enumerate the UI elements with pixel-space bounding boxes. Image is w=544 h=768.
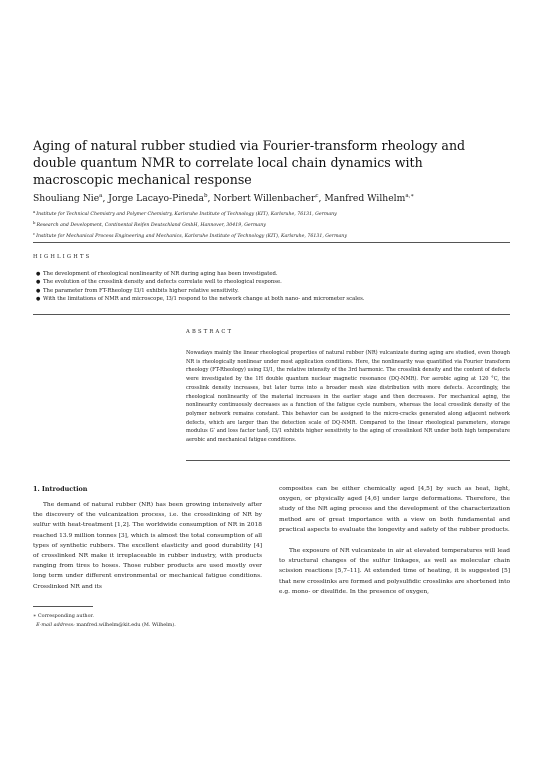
- affiliation: [33, 208, 513, 219]
- bullet-icon: ●: [36, 296, 41, 303]
- author-sup: a: [99, 193, 103, 199]
- footnote-email: [33, 621, 263, 630]
- author-sup: b: [204, 193, 208, 199]
- highlights-list: [36, 270, 506, 304]
- highlight-item: ● With the limitations of NMR and microscope, I3/1 respond to the network change at both nano- and micrometer scales.: [36, 296, 365, 303]
- footnote-divider: [33, 606, 93, 607]
- paper-title: Aging of natural rubber studied via Fourier-transform rheology and double quantum NMR to correlate local chain dynamics with macroscopic mechanical response: [33, 138, 466, 187]
- bullet-icon: ●: [36, 287, 41, 294]
- affiliation-text: Institute for Technical Chemistry and Polymer Chemistry, Karlsruhe Institute of Technology (KIT), Karlsruhe, 76131, Germany: [36, 212, 337, 217]
- intro-right-paragraph-1: composites can be either chemically aged [4,5] by such as heat, light, oxygen, or physically aged [4,6] under large deformations. Therefore, the study of the NR aging process and the development of the characterization method are of great importance with a view on both fundamental and practical aspects to evaluate the longevity and safety of the rubber products.: [279, 486, 510, 533]
- author-list: Shouliang Nie$^a$, Jorge Lacayo-Pineda$^b$, Norbert Willenbacher$^c$, Manfred Wilhelm$^{a,∗}$: [33, 193, 415, 204]
- bullet-icon: ●: [36, 271, 41, 277]
- highlight-item: ● The parameter from FT-Rheology I3/1 exhibits higher relative sensitivity.: [36, 287, 239, 294]
- author-sup: c: [315, 193, 319, 199]
- bullet-icon: ●: [36, 279, 41, 286]
- affiliation-text: Research and Development, Continental Reifen Deutschland GmbH, Hannover, 30419, Germany: [36, 223, 266, 229]
- author-name: Jorge Lacayo-Pineda: [108, 193, 204, 204]
- highlights-heading: HIGHLIGHTS: [33, 254, 92, 260]
- affiliation-sup: a: [33, 209, 36, 214]
- affiliation: [33, 219, 513, 230]
- affiliation-list: [33, 208, 513, 242]
- affiliation-sup: b: [33, 220, 36, 226]
- affiliation-text: Institute for Mechanical Process Engineering and Mechanics, Karlsruhe Institute of Technology (KIT), Karlsruhe, 76131, Germany: [36, 234, 347, 240]
- section-title: 1. Introduction: [33, 485, 88, 493]
- abstract-divider: [186, 460, 510, 461]
- intro-right-paragraph-2: The exposure of NR vulcanizate in air at elevated temperatures will lead to structural changes of the sulfur linkages, as well as molecular chain scission reactions [5,7–11]. At extended time of heating, it is suggested [5] that new crosslinks are formed and polysulfidic crosslinks are shortened into e.g. mono- or disulfide. In the presence of oxygen,: [279, 548, 510, 595]
- author-name: Shouliang Nie: [33, 193, 100, 204]
- author-sup: a,∗: [405, 193, 415, 199]
- intro-left-column: The demand of natural rubber (NR) has been growing intensively after the discovery of the vulcanization process, i.e. the crosslinking of NR by sulfur with heat-treatment [1,2]. The worldwide consumption of NR in 2018 reached 13.9 million tonnes [3], which is almost the total consumption of all types of synthetic rubbers. The excellent elasticity and good durability [4] of crosslinked NR make it irreplaceable in rubber industry, with products ranging from tires to hoses. Those rubber products are used mostly over long term under different environmental or mechanical fatigue conditions. Crosslinked NR and its: [33, 502, 262, 590]
- footnotes: [33, 612, 263, 629]
- highlight-item: ● The evolution of the crosslink density and defects correlate well to rheological response.: [36, 279, 282, 286]
- header-divider: [33, 242, 510, 243]
- footnote-corresponding: ∗ Corresponding author.: [33, 613, 94, 619]
- author-name: Norbert Willenbacher: [213, 193, 316, 204]
- abstract-heading: ABSTRACT: [186, 329, 234, 335]
- author-name: Manfred Wilhelm: [324, 193, 406, 204]
- affiliation: [33, 230, 513, 241]
- highlight-item: ● The development of rheological nonlinearity of NR during aging has been investigated.: [36, 271, 278, 277]
- highlights-divider: [33, 314, 510, 315]
- abstract-text: Nowadays mainly the linear rheological properties of natural rubber (NR) vulcanizate during aging are studied, even though NR is rheologically nonlinear under most application conditions. Here, the nonlinearity was quantified via Fourier transform rheology (FT-Rheology) using I3/1, the relative intensity of the 3rd harmonic. The crosslink density and the content of defects were investigated by the 1H double quantum nuclear magnetic resonance (DQ-NMR). For aerobic aging at 120 °C, the crosslink density increases, but later turns into a broader mesh size distribution with more defects. Accordingly, the rheological nonlinearity of the material increases in the earlier stage and then decreases. For mechanical aging, the nonlinearity continuously decreases as a function of the fatigue cycle numbers, whereas the local crosslink density of the polymer network remains constant. This behavior can be assigned to the micro-cracks generated along adjacent network defects, which are larger than the detection scale of DQ-NMR. Compared to the linear rheological parameters, storage modulus G′ and loss factor tanδ, I3/1 exhibits higher sensitivity to the aging of crosslinked NR under both high temperature aerobic and mechanical fatigue conditions.: [186, 350, 510, 444]
- affiliation-sup: c: [33, 231, 36, 237]
- email-link[interactable]: manfred.wilhelm@kit.edu (M. Wilhelm).: [76, 621, 176, 628]
- email-label: E-mail address:: [36, 621, 75, 628]
